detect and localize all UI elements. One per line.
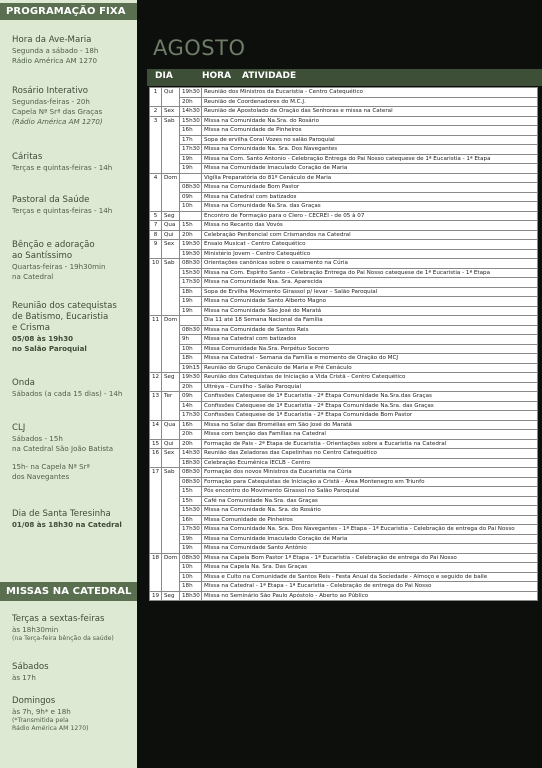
activity-cell: Confissões Catequese de 1ª Eucaristia - 2ª Etapa Comunidade Bom Pastor bbox=[202, 411, 538, 421]
table-row bbox=[150, 135, 538, 145]
table-row bbox=[150, 496, 538, 506]
teresinha-block bbox=[12, 509, 134, 530]
block-bold: 05/08 às 19h30 bbox=[12, 334, 74, 343]
table-row bbox=[150, 192, 538, 202]
table-row bbox=[150, 183, 538, 193]
time-cell: 17h30 bbox=[180, 525, 202, 535]
table-row bbox=[150, 373, 538, 383]
day-cell: 9 bbox=[150, 240, 162, 259]
time-cell: 08h30 bbox=[180, 553, 202, 563]
activity-cell: Missa na Comunidade Na. Sra. do Rosário bbox=[202, 506, 538, 516]
weekday-cell: Seg bbox=[162, 211, 180, 221]
table-row bbox=[150, 344, 538, 354]
time-cell: 18h bbox=[180, 354, 202, 364]
time-cell: 08h30 bbox=[180, 259, 202, 269]
activity-cell: Missa na Comunidade Nsa. Sra. Aparecida bbox=[202, 278, 538, 288]
table-row bbox=[150, 420, 538, 430]
time-cell: 16h bbox=[180, 420, 202, 430]
activity-cell: Vigília Preparatória do 81º Cenáculo de Maria bbox=[202, 173, 538, 183]
block-line: Rádio América AM 1270 bbox=[12, 56, 97, 65]
time-cell: 17h bbox=[180, 135, 202, 145]
table-row bbox=[150, 306, 538, 316]
activity-cell: Missa e Culto na Comunidade de Santos Reis - Festa Anual da Sociedade - Almoço e seguido de baile bbox=[202, 572, 538, 582]
block-title: Pastoral da Saúde bbox=[12, 195, 90, 205]
block-title: Bênção e adoração bbox=[12, 240, 95, 250]
block-title: Rosário Interativo bbox=[12, 86, 89, 96]
table-row bbox=[150, 316, 538, 326]
table-row bbox=[150, 572, 538, 582]
day-cell: 5 bbox=[150, 211, 162, 221]
day-cell: 11 bbox=[150, 316, 162, 373]
day-cell: 19 bbox=[150, 591, 162, 601]
block-bold: no Salão Paroquial bbox=[12, 344, 87, 353]
table-row bbox=[150, 287, 538, 297]
time-cell: 14h bbox=[180, 401, 202, 411]
activity-cell: Dia 11 até 18 Semana Nacional da Família bbox=[202, 316, 538, 326]
table-row bbox=[150, 221, 538, 231]
day-cell: 8 bbox=[150, 230, 162, 240]
activity-cell: Reunião de Coordenadores do M.C.J. bbox=[202, 97, 538, 107]
table-row bbox=[150, 477, 538, 487]
activity-cell: Reunião de Apostolado de Oração das Senhoras e missa na Cateral bbox=[202, 107, 538, 117]
weekday-cell: Qua bbox=[162, 420, 180, 439]
time-cell: 19h bbox=[180, 534, 202, 544]
catequistas-block bbox=[12, 301, 134, 354]
time-cell: 16h bbox=[180, 126, 202, 136]
time-cell: 09h bbox=[180, 192, 202, 202]
table-row bbox=[150, 506, 538, 516]
table-row bbox=[150, 278, 538, 288]
table-row bbox=[150, 97, 538, 107]
weekday-cell: Qui bbox=[162, 230, 180, 240]
activity-cell: Missa na Comunidade Santo Antônio bbox=[202, 544, 538, 554]
activity-cell: Celebração Penitencial com Crismandos na Catedral bbox=[202, 230, 538, 240]
block-line: Sábados - 15h bbox=[12, 434, 63, 443]
time-cell: 19h bbox=[180, 306, 202, 316]
time-cell: 20h bbox=[180, 230, 202, 240]
activity-cell: Missa na Comunidade São José do Maratá bbox=[202, 306, 538, 316]
block-line: Terças e quintas-feiras - 14h bbox=[12, 163, 113, 172]
activity-cell: Confissões Catequese de 1ª Eucaristia - 2ª Etapa Comunidade Na.Sra. das Graças bbox=[202, 401, 538, 411]
weekday-cell: Dom bbox=[162, 173, 180, 211]
day-cell: 14 bbox=[150, 420, 162, 439]
activity-cell: Sopa de ervilha Coral Vozes no salão Paroquial bbox=[202, 135, 538, 145]
block-title: Hora da Ave-Maria bbox=[12, 35, 92, 45]
table-row bbox=[150, 382, 538, 392]
table-row bbox=[150, 154, 538, 164]
activity-cell: Missa na Com. Espírito Santo - Celebração Entrega do Pai Nosso catequese de 1ª Eucaristia - 1ª Etapa bbox=[202, 268, 538, 278]
time-cell: 18h30 bbox=[180, 591, 202, 601]
table-row bbox=[150, 335, 538, 345]
time-cell: 10h bbox=[180, 202, 202, 212]
block-small: (na Terça-feira bênção da saúde) bbox=[12, 635, 114, 642]
weekday-cell: Sab bbox=[162, 468, 180, 554]
time-cell: 18h bbox=[180, 287, 202, 297]
block-small: Rádio América AM 1270) bbox=[12, 725, 89, 732]
activity-cell: Pós encontro do Movimento Girassol no Salão Paroquial bbox=[202, 487, 538, 497]
activity-cell: Missa na Capela Na. Sra. Das Graças bbox=[202, 563, 538, 573]
missas-weekday-block bbox=[12, 614, 134, 643]
time-cell: 10h bbox=[180, 572, 202, 582]
table-row bbox=[150, 525, 538, 535]
table-row bbox=[150, 582, 538, 592]
time-cell: 20h bbox=[180, 439, 202, 449]
block-line: às 7h, 9h* e 18h bbox=[12, 707, 71, 716]
time-cell bbox=[180, 211, 202, 221]
activity-cell: Missa na Catedral com batizados bbox=[202, 335, 538, 345]
weekday-cell: Dom bbox=[162, 553, 180, 591]
activity-cell: Missa na Com. Santo Antonio - Celebração Entrega do Pai Nosso catequese de 1ª Eucaristia - 1ª Etapa bbox=[202, 154, 538, 164]
onda-block bbox=[12, 378, 134, 399]
activity-cell: Missa na Catedral - Semana da Família e momento de Oração do MCJ bbox=[202, 354, 538, 364]
day-cell: 15 bbox=[150, 439, 162, 449]
table-row bbox=[150, 202, 538, 212]
block-title: Reunião dos catequistas bbox=[12, 301, 117, 311]
weekday-cell: Dom bbox=[162, 316, 180, 373]
block-line: às 18h30min bbox=[12, 625, 59, 634]
activity-cell: Reunião dos Catequistas de Iniciação a Vida Cristã - Centro Catequético bbox=[202, 373, 538, 383]
activity-cell: Missa Comunidade Na.Sra. Perpétuo Socorro bbox=[202, 344, 538, 354]
table-row bbox=[150, 173, 538, 183]
table-row bbox=[150, 458, 538, 468]
day-cell: 7 bbox=[150, 221, 162, 231]
block-line: dos Navegantes bbox=[12, 472, 70, 481]
day-cell: 4 bbox=[150, 173, 162, 211]
time-cell: 08h30 bbox=[180, 468, 202, 478]
time-cell: 15h30 bbox=[180, 506, 202, 516]
clj-block bbox=[12, 423, 134, 482]
activity-cell: Confissões Catequese de 1ª Eucaristia - 2ª Etapa Comunidade Na.Sra.das Graças bbox=[202, 392, 538, 402]
table-row bbox=[150, 240, 538, 250]
time-cell: 9h bbox=[180, 335, 202, 345]
block-line: Capela Nª Srª das Graças bbox=[12, 107, 103, 116]
block-line: Terças e quintas-feiras - 14h bbox=[12, 206, 113, 215]
missas-sabado-block bbox=[12, 662, 134, 683]
activity-cell: Café na Comunidade Na.Sra. das Graças bbox=[202, 496, 538, 506]
activity-cell: Missa no Solar das Bromélias em São José do Maratá bbox=[202, 420, 538, 430]
block-title: Sábados bbox=[12, 662, 49, 672]
table-row bbox=[150, 449, 538, 459]
weekday-cell: Ter bbox=[162, 392, 180, 421]
table-row bbox=[150, 126, 538, 136]
bencao-block bbox=[12, 240, 134, 282]
time-cell: 20h bbox=[180, 97, 202, 107]
table-row bbox=[150, 230, 538, 240]
missas-domingo-block bbox=[12, 696, 134, 733]
table-row bbox=[150, 591, 538, 601]
activity-cell: Missa na Comunidade Na.Sra. do Rosário bbox=[202, 116, 538, 126]
weekday-cell: Sex bbox=[162, 240, 180, 259]
time-cell: 19h bbox=[180, 544, 202, 554]
weekday-cell: Qui bbox=[162, 88, 180, 107]
table-row bbox=[150, 439, 538, 449]
weekday-cell: Sab bbox=[162, 116, 180, 173]
rosario-block bbox=[12, 86, 134, 127]
activity-cell: Ensaio Musicat - Centro Catequético bbox=[202, 240, 538, 250]
block-bold: 01/08 às 18h30 na Catedral bbox=[12, 520, 122, 529]
time-cell: 20h bbox=[180, 382, 202, 392]
schedule-table bbox=[149, 87, 538, 601]
missas-header: MISSAS NA CATEDRAL bbox=[0, 582, 137, 601]
time-cell: 17h30 bbox=[180, 278, 202, 288]
time-cell: 14h30 bbox=[180, 449, 202, 459]
block-title: Onda bbox=[12, 378, 35, 388]
time-cell: 20h bbox=[180, 430, 202, 440]
month-title: AGOSTO bbox=[153, 36, 246, 60]
col-atividade: ATIVIDADE bbox=[242, 71, 297, 81]
table-row bbox=[150, 325, 538, 335]
table-row bbox=[150, 534, 538, 544]
activity-cell: Reunião das Zeladoras das Capelinhas no Centro Catequético bbox=[202, 449, 538, 459]
day-cell: 2 bbox=[150, 107, 162, 117]
time-cell: 19h30 bbox=[180, 373, 202, 383]
sidebar bbox=[0, 0, 137, 768]
saude-block bbox=[12, 195, 134, 216]
activity-cell: Missa na Comunidade Na.Sra. das Graças bbox=[202, 202, 538, 212]
weekday-cell: Sex bbox=[162, 107, 180, 117]
block-line: Sábados (a cada 15 dias) - 14h bbox=[12, 389, 123, 398]
caritas-block bbox=[12, 152, 134, 173]
day-cell: 1 bbox=[150, 88, 162, 107]
day-cell: 16 bbox=[150, 449, 162, 468]
ave-maria-block bbox=[12, 35, 134, 66]
weekday-cell: Sab bbox=[162, 259, 180, 316]
block-line: Quartas-feiras - 19h30min bbox=[12, 262, 106, 271]
table-row bbox=[150, 164, 538, 174]
table-row bbox=[150, 259, 538, 269]
activity-cell: Missa na Comunidade de Santos Reis bbox=[202, 325, 538, 335]
table-row bbox=[150, 88, 538, 98]
activity-cell: Missa com benção das Famílias na Catedral bbox=[202, 430, 538, 440]
table-row bbox=[150, 401, 538, 411]
time-cell: 10h bbox=[180, 563, 202, 573]
col-dia: DIA bbox=[155, 71, 173, 81]
time-cell bbox=[180, 316, 202, 326]
time-cell: 08h30 bbox=[180, 325, 202, 335]
table-row bbox=[150, 249, 538, 259]
activity-cell: Missa na Comunidade Santo Alberto Magno bbox=[202, 297, 538, 307]
activity-cell: Formação de Pais - 2ª Etapa de Eucaristia - Orientações sobre a Eucaristia na Catedral bbox=[202, 439, 538, 449]
activity-cell: Missa na Comunidade Na. Sra. Dos Navegantes - 1ª Etapa - 1ª Eucaristia - Celebração de entrega do Pai Nosso bbox=[202, 525, 538, 535]
time-cell: 18h30 bbox=[180, 458, 202, 468]
block-title: Terças a sextas-feiras bbox=[12, 614, 105, 624]
activity-cell: Formação para Catequistas de Iniciação a Cristã - Área Montenegro em Triunfo bbox=[202, 477, 538, 487]
activity-cell: Reunião do Grupo Cenáculo de Maria e Pré Cenáculo bbox=[202, 363, 538, 373]
day-cell: 17 bbox=[150, 468, 162, 554]
activity-cell: Ministério Jovem - Centro Catequético bbox=[202, 249, 538, 259]
time-cell: 17h30 bbox=[180, 145, 202, 155]
table-row bbox=[150, 468, 538, 478]
block-title: Cáritas bbox=[12, 152, 43, 162]
table-row bbox=[150, 145, 538, 155]
table-row bbox=[150, 268, 538, 278]
day-cell: 10 bbox=[150, 259, 162, 316]
time-cell: 15h bbox=[180, 221, 202, 231]
table-row bbox=[150, 211, 538, 221]
activity-cell: Missa na Comunidade de Pinheiros bbox=[202, 126, 538, 136]
block-title: e Crisma bbox=[12, 323, 51, 333]
block-small: (*Transmitida pela bbox=[12, 717, 69, 724]
table-row bbox=[150, 363, 538, 373]
activity-cell: Missa na Capela Bom Pastor 1ª Etapa - 1ª Eucaristia - Celebração de entrega do Pai Nosso bbox=[202, 553, 538, 563]
time-cell: 19h30 bbox=[180, 88, 202, 98]
block-line: na Catedral São João Batista bbox=[12, 444, 114, 453]
weekday-cell: Sex bbox=[162, 449, 180, 468]
table-row bbox=[150, 392, 538, 402]
weekday-cell: Qui bbox=[162, 439, 180, 449]
table-row bbox=[150, 354, 538, 364]
table-row bbox=[150, 515, 538, 525]
weekday-cell: Seg bbox=[162, 591, 180, 601]
time-cell: 18h bbox=[180, 582, 202, 592]
activity-cell: Missa no Seminário São Paulo Apóstolo - Aberto ao Público bbox=[202, 591, 538, 601]
time-cell: 15h30 bbox=[180, 268, 202, 278]
col-hora: HORA bbox=[202, 71, 232, 81]
day-cell: 18 bbox=[150, 553, 162, 591]
activity-cell: Encontro de Formação para o Clero - CECREI - de 05 à 07 bbox=[202, 211, 538, 221]
day-cell: 13 bbox=[150, 392, 162, 421]
time-cell: 09h bbox=[180, 392, 202, 402]
activity-cell: Missa na Comunidade Bom Pastor bbox=[202, 183, 538, 193]
block-title: Dia de Santa Teresinha bbox=[12, 509, 111, 519]
day-cell: 3 bbox=[150, 116, 162, 173]
activity-cell: Reunião dos Ministros da Eucaristia - Centro Catequético bbox=[202, 88, 538, 98]
block-line: Segundas-feiras - 20h bbox=[12, 97, 90, 106]
fixed-schedule-header: PROGRAMAÇÃO FIXA bbox=[0, 3, 137, 20]
activity-cell: Ultréya - Cursilho - Salão Paroquial bbox=[202, 382, 538, 392]
table-header bbox=[147, 69, 542, 86]
block-line: 15h- na Capela Nª Srª bbox=[12, 462, 90, 471]
time-cell: 10h bbox=[180, 344, 202, 354]
table-row bbox=[150, 487, 538, 497]
activity-cell: Missa Comunidade de Pinheiros bbox=[202, 515, 538, 525]
table-row bbox=[150, 553, 538, 563]
time-cell: 08h30 bbox=[180, 183, 202, 193]
time-cell: 16h bbox=[180, 515, 202, 525]
activity-cell: Missa na Catedral com batizados bbox=[202, 192, 538, 202]
time-cell bbox=[180, 173, 202, 183]
block-title: de Batismo, Eucaristia bbox=[12, 312, 109, 322]
activity-cell: Orientações canônicas sobre o casamento na Cúria bbox=[202, 259, 538, 269]
time-cell: 15h bbox=[180, 496, 202, 506]
block-title: CLJ bbox=[12, 423, 26, 433]
time-cell: 19h15 bbox=[180, 363, 202, 373]
block-line: às 17h bbox=[12, 673, 36, 682]
activity-cell: Celebração Ecumênica IECLB - Centro bbox=[202, 458, 538, 468]
time-cell: 14h30 bbox=[180, 107, 202, 117]
block-title: Domingos bbox=[12, 696, 56, 706]
activity-cell: Sopa de Ervilha Movimento Girassol p/ levar – Salão Paroquial bbox=[202, 287, 538, 297]
day-cell: 12 bbox=[150, 373, 162, 392]
table-row bbox=[150, 116, 538, 126]
table-row bbox=[150, 297, 538, 307]
table-row bbox=[150, 107, 538, 117]
time-cell: 15h bbox=[180, 487, 202, 497]
block-line-italic: (Rádio América AM 1270) bbox=[12, 117, 103, 126]
block-line: Segunda a sábado - 18h bbox=[12, 46, 99, 55]
time-cell: 19h30 bbox=[180, 249, 202, 259]
table-row bbox=[150, 430, 538, 440]
table-row bbox=[150, 544, 538, 554]
activity-cell: Missa no Recanto das Vovós bbox=[202, 221, 538, 231]
time-cell: 15h30 bbox=[180, 116, 202, 126]
table-row bbox=[150, 563, 538, 573]
activity-cell: Missa na Comunidade Na. Sra. Dos Navegantes bbox=[202, 145, 538, 155]
weekday-cell: Seg bbox=[162, 373, 180, 392]
time-cell: 19h bbox=[180, 297, 202, 307]
time-cell: 19h bbox=[180, 164, 202, 174]
time-cell: 17h30 bbox=[180, 411, 202, 421]
activity-cell: Missa na Comunidade Imaculado Coração de Maria bbox=[202, 534, 538, 544]
activity-cell: Formação dos novos Ministros da Eucaristia na Cúria bbox=[202, 468, 538, 478]
time-cell: 08h30 bbox=[180, 477, 202, 487]
block-title: ao Santíssimo bbox=[12, 251, 73, 261]
activity-cell: Missa na Catedral - 1ª Etapa - 1ª Eucaristia - Celebração de entrega do Pai Nosso bbox=[202, 582, 538, 592]
activity-cell: Missa na Comunidade Imaculado Coração de Maria bbox=[202, 164, 538, 174]
weekday-cell: Qua bbox=[162, 221, 180, 231]
table-row bbox=[150, 411, 538, 421]
block-line: na Catedral bbox=[12, 272, 54, 281]
time-cell: 19h bbox=[180, 154, 202, 164]
time-cell: 19h30 bbox=[180, 240, 202, 250]
